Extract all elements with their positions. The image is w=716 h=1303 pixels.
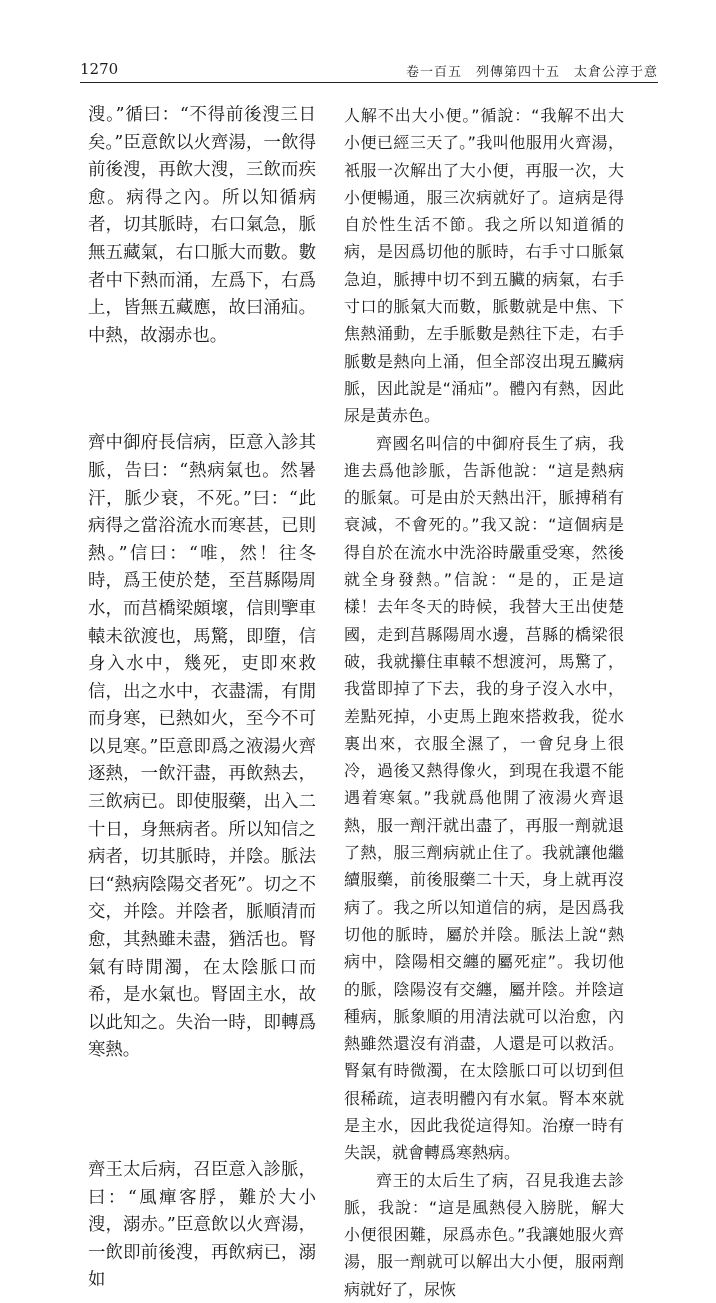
page-header [80, 58, 658, 83]
translation-paragraph: 齊國名叫信的中御府長生了病，我進去爲他診脈，告訴他說：“這是熱病的脈氣。可是由於天熱出汗，脈搏稍有衰減，不會死的。”我又說：“這個病是得自於在流水中洗浴時嚴重受寒，然後就全身發熱。”信說：“是的，正是這樣！去年冬天的時候，我替大王出使楚國，走到莒縣陽周水邊，莒縣的橋梁很破，我就攥住車轅不想渡河，馬驚了，我當即掉了下去，我的身子沒入水中，差點死掉，小吏馬上跑來搭救我，從水裏出來，衣服全濕了，一會兒身上很冷，過後又熱得像火，到現在我還不能遇着寒氣。”我就爲他開了液湯火齊退熱，服一劑汗就出盡了，再服一劑就退了熱，服三劑病就止住了。我就讓他繼續服藥，前後服藥二十天，身上就再沒病了。我之所以知道信的病，是因爲我切他的脈時，屬於并陰。脈法上說“熱病中，陰陽相交纏的屬死症”。我切他的脈，陰陽沒有交纏，屬并陰。并陰這種病，脈象順的用清法就可以治愈，內熱雖然還沒有消盡，人還是可以救活。腎氣有時微濁，在太陰脈口可以切到但很稀疏，這表明體內有水氣。腎本來就是主水，因此我從這得知。治療一時有失誤，就會轉爲寒熱病。 [344, 433, 624, 1163]
translation-paragraph: 人解不出大小便。”循說：“我解不出大小便已經三天了。”我叫他服用火齊湯，衹服一次解出了大小便，再服一次，大小便暢通，服三次病就好了。這病是得自於性生活不節。我之所以知道循的病，是因爲切他的脈時，右手寸口脈氣急迫，脈搏中切不到五臟的病氣，右手寸口的脈氣大而數，脈數就是中焦、下焦熱涌動，左手脈數是熱往下走，右手脈數是熱向上涌，但全部沒出現五臟病脈，因此說是“涌疝”。體內有熱，因此尿是黃赤色。 [344, 106, 624, 426]
classical-paragraph: 齊王太后病，召臣意入診脈，曰：“風癉客脬，難於大小溲，溺赤。”臣意飲以火齊湯，一飲即前後溲，再飲病已，溺如 [88, 1160, 316, 1291]
page-number: 1270 [80, 60, 119, 78]
translation-column [344, 102, 624, 1303]
classical-paragraph: 齊中御府長信病，臣意入診其脈，告曰：“熱病氣也。然暑汗，脈少衰，不死。”曰：“此病得之當浴流水而寒甚，已則熱。”信曰：“唯，然！往冬時，爲王使於楚，至莒縣陽周水，而莒橋梁頗壞，信則擥車轅未欲渡也，馬驚，即墮，信身入水中，幾死，吏即來救信，出之水中，衣盡濡，有閒而身寒，已熱如火，至今不可以見寒。”臣意即爲之液湯火齊逐熱，一飲汗盡，再飲熱去，三飲病已。即使服藥，出入二十日，身無病者。所以知信之病者，切其脈時，并陰。脈法曰“熱病陰陽交者死”。切之不交，并陰。并陰者，脈順清而愈，其熱雖未盡，猶活也。腎氣有時閒濁，在太陰脈口而希，是水氣也。腎固主水，故以此知之。失治一時，即轉爲寒熱。 [88, 433, 316, 1061]
classical-paragraph: 溲。”循曰：“不得前後溲三日矣。”臣意飲以火齊湯，一飲得前後溲，再飲大溲，三飲而疾愈。病得之內。所以知循病者，切其脈時，右口氣急，脈無五藏氣，右口脈大而數。數者中下熱而涌，左爲下，右爲上，皆無五藏應，故曰涌疝。中熱，故溺赤也。 [88, 105, 316, 346]
translation-paragraph: 齊王的太后生了病，召見我進去診脈，我說：“這是風熱侵入膀胱，解大小便很困難，尿爲赤色。”我讓她服火齊湯，服一劑就可以解出大小便，服兩劑病就好了，尿恢 [344, 1170, 624, 1299]
running-head: 卷一百五 列傳第四十五 太倉公淳于意 [405, 65, 658, 80]
classical-text-column [88, 102, 316, 1295]
